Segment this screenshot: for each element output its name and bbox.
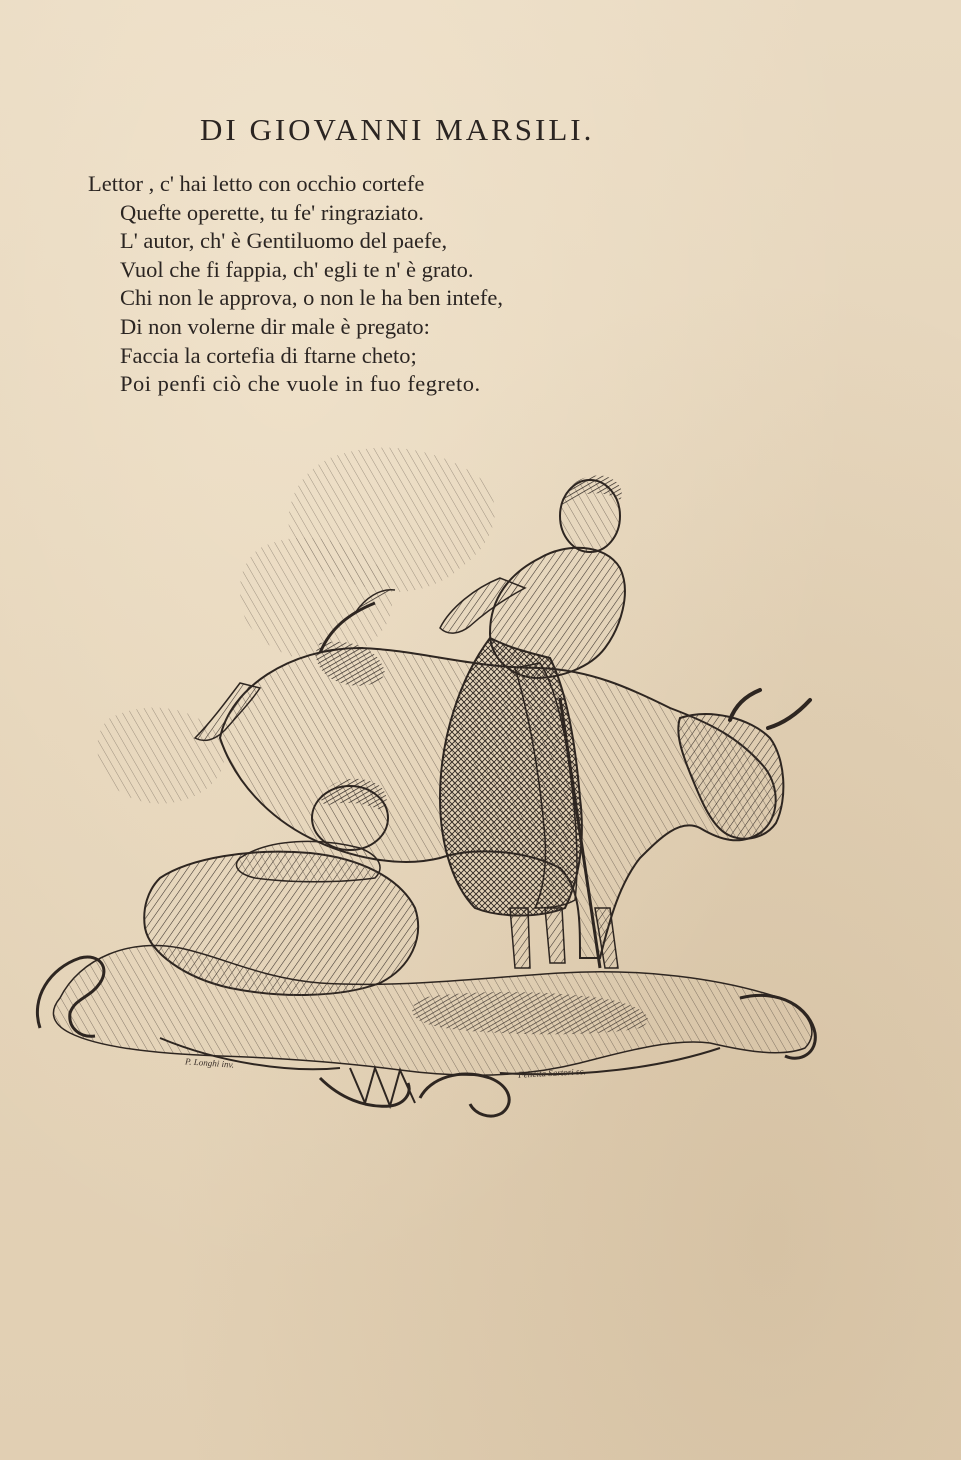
verse-line-4: Vuol che fi fappia, ch' egli te n' è grato. — [120, 256, 474, 282]
verse-line-3: L' autor, ch' è Gentiluomo del paefe, — [120, 228, 448, 254]
page-heading: DI GIOVANNI MARSILI. — [200, 112, 595, 147]
verse-line-2: Quefte operette, tu fe' ringraziato. — [120, 199, 424, 225]
verse-line-6: Di non volerne dir male è pregato: — [120, 313, 430, 339]
engraving-signature-left: P. Longhi inv. — [184, 1056, 235, 1070]
ground — [53, 945, 811, 1075]
verse-line-8: Poi penfi ciò che vuole in fuo fegreto. — [120, 371, 481, 397]
verse-block — [88, 170, 728, 399]
engraving-illustration — [20, 438, 820, 1138]
verse-line-5: Chi non le approva, o non le ha ben intefe, — [120, 285, 504, 311]
verse-line-1: Lettor , c' hai letto con occhio cortefe — [88, 171, 425, 196]
verse-line-7: Faccia la cortefia di ftarne cheto; — [120, 342, 417, 368]
engraving-signature-right: Felicita Sartori sc. — [517, 1066, 586, 1080]
